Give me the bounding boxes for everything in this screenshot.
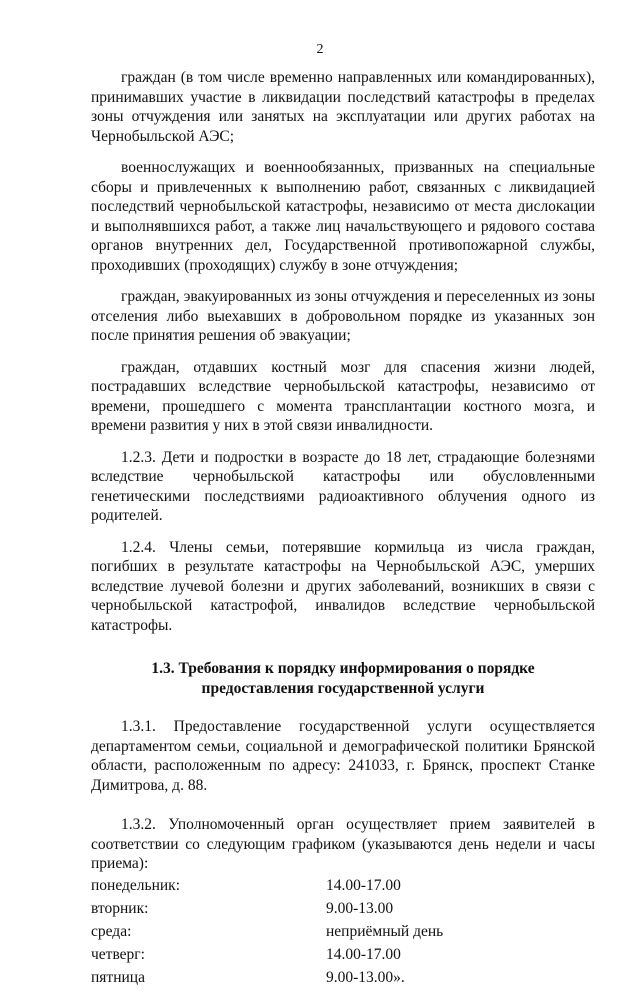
schedule-hours: 9.00-13.00».	[326, 968, 405, 986]
schedule-row	[91, 968, 595, 991]
reception-schedule	[91, 876, 595, 991]
page-body	[91, 68, 595, 991]
schedule-day: пятница	[91, 968, 145, 986]
schedule-hours: 14.00-17.00	[326, 945, 401, 963]
section-heading-1-3: 1.3. Требования к порядку информирования о порядке предоставления государственной услуги	[151, 660, 535, 697]
schedule-day: вторник:	[91, 899, 149, 917]
paragraph-1-3-2: 1.3.2. Уполномоченный орган осуществляет прием заявителей в соответствии со следующим графиком (указываются день недели и часы приема):	[91, 816, 595, 872]
paragraph-1-3-1: 1.3.1. Предоставление государственной услуги осуществляется департаментом семьи, социальной и демографической политики Брянской области, расположенным по адресу: 241033, г. Брянск, проспект Станке Димитрова, д. 88.	[91, 718, 595, 794]
schedule-hours: неприёмный день	[326, 922, 444, 940]
schedule-day: понедельник:	[91, 876, 181, 894]
paragraph-bone-marrow-donors: граждан, отдавших костный мозг для спасения жизни людей, пострадавших вследствие чернобыльской катастрофы, независимо от времени, прошедшего с момента трансплантации костного мозга, и времени развития у них в этой связи инвалидности.	[91, 358, 595, 434]
schedule-day: четверг:	[91, 945, 145, 963]
paragraph-1-2-4: 1.2.4. Члены семьи, потерявшие кормильца из числа граждан, погибших в результате катастрофы на Чернобыльской АЭС, умерших вследствие лучевой болезни и других заболеваний, возникших в связи с чернобыльской катастрофой, инвалидов вследствие чернобыльской катастрофы.	[91, 538, 595, 634]
schedule-hours: 14.00-17.00	[326, 876, 401, 894]
schedule-hours: 9.00-13.00	[326, 899, 394, 917]
schedule-row	[91, 876, 595, 899]
schedule-row	[91, 899, 595, 922]
schedule-day: среда:	[91, 922, 132, 940]
schedule-row	[91, 922, 595, 945]
schedule-row	[91, 945, 595, 968]
paragraph-liquidators: граждан (в том числе временно направленных или командированных), принимавших участие в ликвидации последствий катастрофы в пределах зоны отчуждения или занятых на эксплуатации или других работах на Чернобыльской АЭС;	[91, 69, 595, 145]
paragraph-military: военнослужащих и военнообязанных, призванных на специальные сборы и привлеченных к выполнению работ, связанных с ликвидацией последствий чернобыльской катастрофы, независимо от места дислокации и выполнявшихся работ, а также лиц начальствующего и рядового состава органов внутренних дел, Государственной противопожарной службы, проходивших (проходящих) службу в зоне отчуждения;	[91, 159, 595, 274]
paragraph-1-2-3: 1.2.3. Дети и подростки в возрасте до 18 лет, страдающие болезнями вследствие чернобыльской катастрофы или обусловленными генетическими последствиями радиоактивного облучения одного из родителей.	[91, 448, 595, 524]
paragraph-evacuated: граждан, эвакуированных из зоны отчуждения и переселенных из зоны отселения либо выехавших в добровольном порядке из указанных зон после принятия решения об эвакуации;	[91, 288, 595, 344]
page-number: 2	[316, 42, 324, 57]
